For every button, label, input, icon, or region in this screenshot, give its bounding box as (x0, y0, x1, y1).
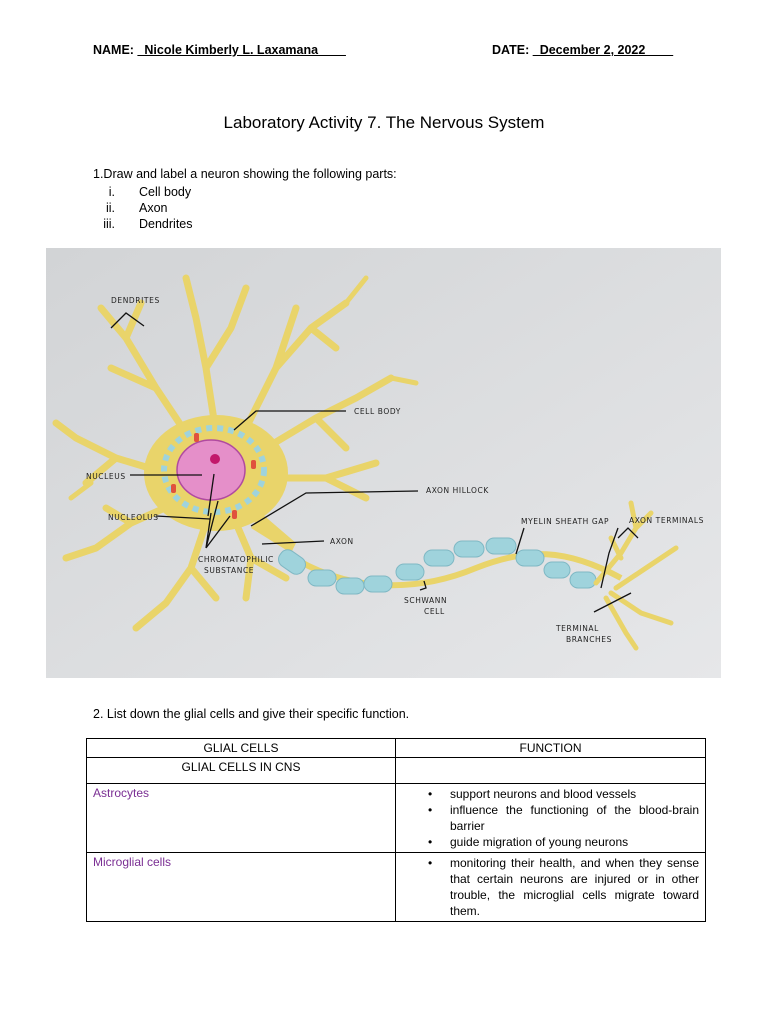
question-1-prompt: 1.Draw and label a neuron showing the following parts: (93, 167, 397, 181)
label-dendrites: DENDRITES (111, 296, 160, 305)
date-value: _December 2, 2022____ (532, 43, 674, 57)
neuron-drawing (46, 248, 721, 678)
name-field (93, 43, 346, 57)
section-empty-cell (396, 758, 706, 784)
list-item-text: Axon (139, 201, 168, 215)
date-field (492, 43, 673, 57)
cell-name: Microglial cells (87, 853, 396, 922)
question-2-prompt: 2. List down the glial cells and give their specific function. (93, 707, 410, 721)
question-1-list (93, 184, 293, 232)
header-glial-cells: GLIAL CELLS (87, 739, 396, 758)
list-item-text: Cell body (139, 185, 192, 199)
label-nucleus: NUCLEUS (86, 472, 126, 481)
list-item-number: iii. (103, 217, 115, 231)
list-item (93, 184, 293, 200)
header-function: FUNCTION (396, 739, 706, 758)
date-label: DATE: (492, 43, 530, 57)
label-chromatophilic-2: SUBSTANCE (204, 566, 255, 575)
list-item (93, 200, 293, 216)
function-item: • support neurons and blood vessels (402, 786, 699, 802)
glial-cells-table (86, 738, 706, 922)
label-terminal-1: TERMINAL (556, 624, 599, 633)
list-item-text: Dendrites (139, 217, 193, 231)
table-section-row (87, 758, 706, 784)
cell-name: Astrocytes (87, 784, 396, 853)
label-axon-terminals: AXON TERMINALS (629, 516, 704, 525)
nucleolus (210, 454, 220, 464)
section-label: GLIAL CELLS IN CNS (87, 758, 396, 784)
function-item: • influence the functioning of the blood-brain barrier (402, 802, 699, 834)
list-item-number: ii. (105, 201, 115, 215)
label-schwann-2: CELL (424, 607, 445, 616)
label-axon-hillock: AXON HILLOCK (426, 486, 489, 495)
label-axon: AXON (330, 537, 354, 546)
label-cell-body: CELL BODY (354, 407, 401, 416)
label-nucleolus: NUCLEOLUS (108, 513, 159, 522)
function-item: • guide migration of young neurons (402, 834, 699, 850)
label-terminal-2: BRANCHES (566, 635, 612, 644)
table-row (87, 784, 706, 853)
table-row (87, 853, 706, 922)
list-item (93, 216, 293, 232)
list-item-number: i. (108, 185, 115, 199)
name-value: _Nicole Kimberly L. Laxamana____ (137, 43, 346, 57)
label-schwann-1: SCHWANN (404, 596, 448, 605)
name-label: NAME: (93, 43, 134, 57)
label-myelin: MYELIN SHEATH GAP (521, 517, 610, 526)
page-title: Laboratory Activity 7. The Nervous System (223, 113, 545, 132)
cell-functions (396, 784, 706, 853)
cell-functions (396, 853, 706, 922)
label-chromatophilic-1: CHROMATOPHILIC (198, 555, 274, 564)
table-header-row (87, 739, 706, 758)
function-item: • monitoring their health, and when they sense that certain neurons are injured or in other trouble, the microglial cells migrate toward them. (402, 855, 699, 919)
